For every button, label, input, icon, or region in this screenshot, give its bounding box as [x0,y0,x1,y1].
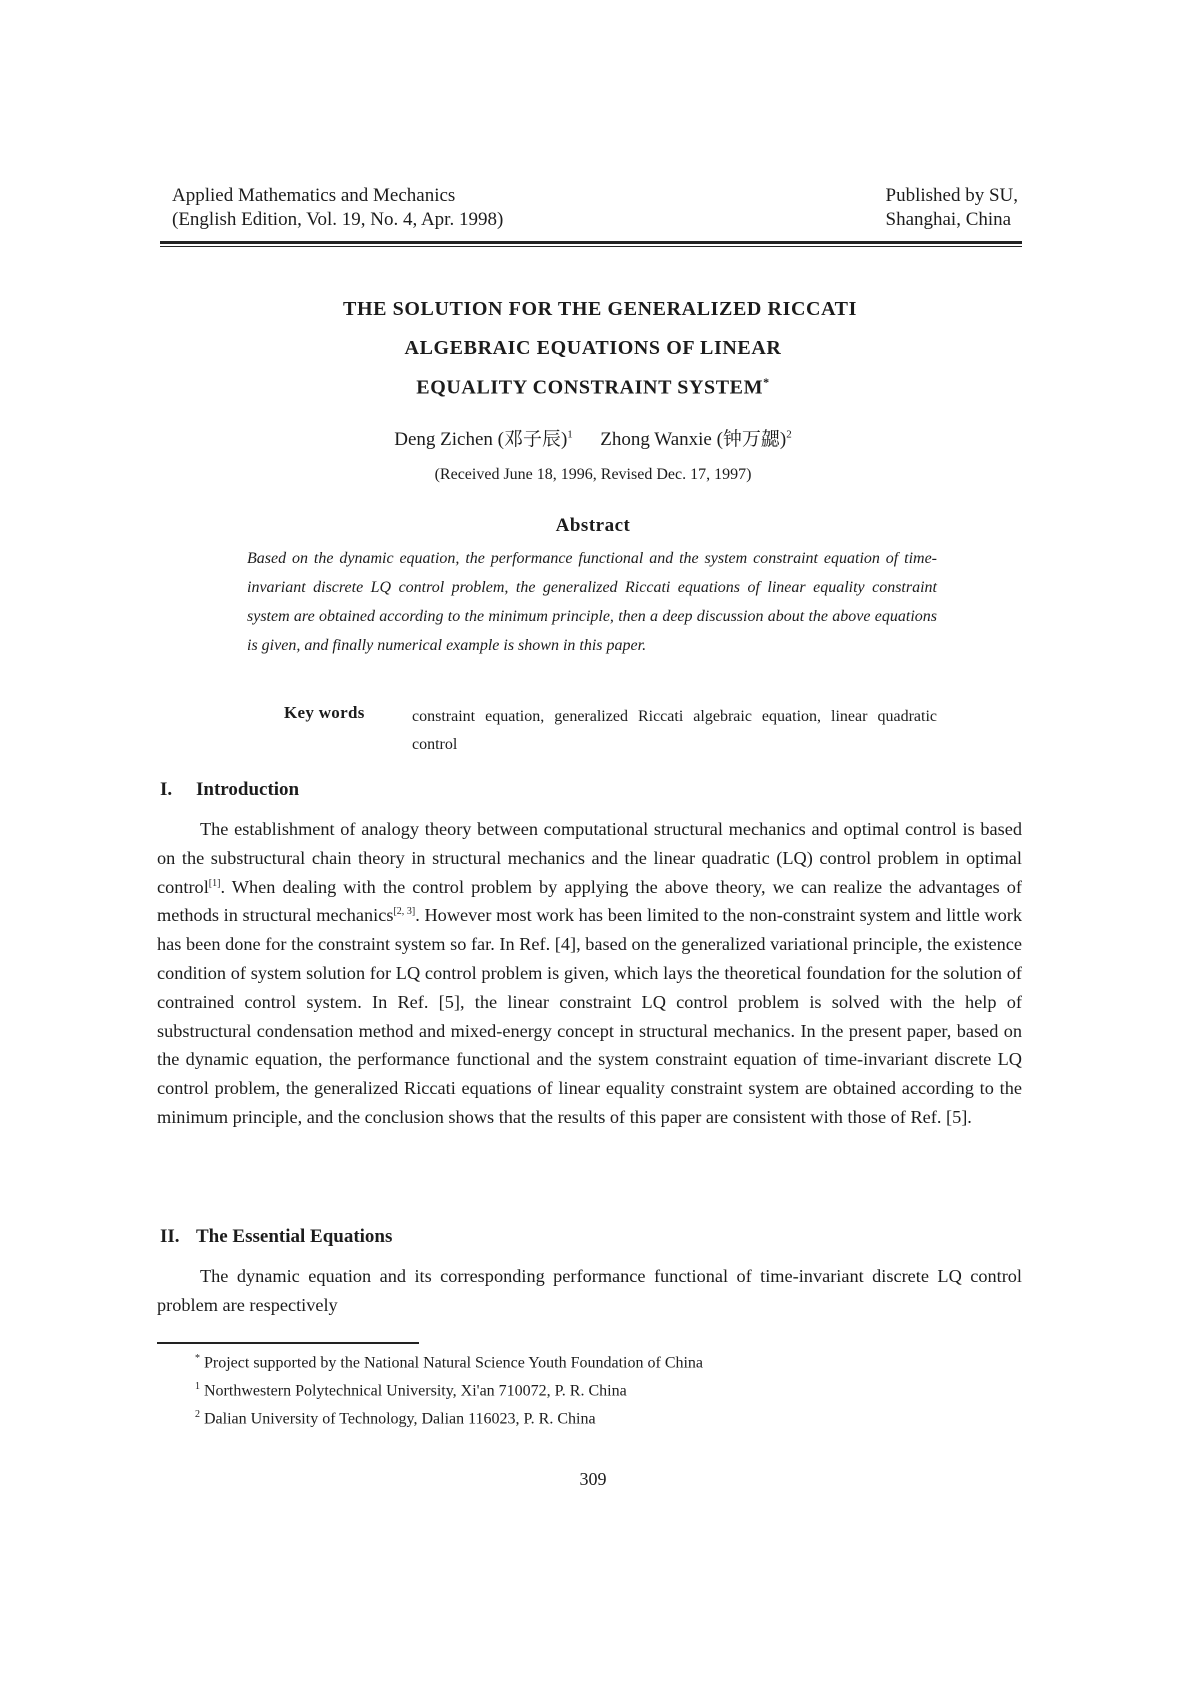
section-title: Introduction [196,779,300,800]
journal-edition: (English Edition, Vol. 19, No. 4, Apr. 1998) [172,209,504,230]
introduction-paragraph [157,815,1022,1132]
section-title: The Essential Equations [196,1226,393,1247]
essential-equations-paragraph: The dynamic equation and its corresponding performance functional of time-invariant discrete LQ control problem are respectively [157,1266,1022,1315]
citation-ref: [2, 3] [393,906,416,918]
title-line-1: THE SOLUTION FOR THE GENERALIZED RICCATI [343,298,857,320]
keywords-text: constraint equation, generalized Riccati algebraic equation, linear quadratic control [412,708,937,753]
intro-text-b: . When dealing with the control problem by applying the above theory, we can realize the advantages of methods in structural mechanics [157,876,1022,926]
author-1: Deng Zichen (邓子辰) [394,429,568,450]
section-number: I. [160,779,173,800]
abstract-heading: Abstract [555,515,631,536]
footnote-text: Project supported by the National Natural Science Youth Foundation of China [204,1354,704,1372]
title-line-3 [0,375,1186,400]
intro-text-c: . However most work has been limited to the non-constraint system and little work has been done for the constraint system so far. In Ref. [4], based on the generalized variational principle, the existence condition of system solution for LQ control problem is given, which lays the theoretical foundation for the solution of contrained control system. In Ref. [5], the linear constraint LQ control problem is solved with the help of substructural condensation method and mixed-energy concept in structural mechanics. In the present paper, based on the dynamic equation, the performance functional and the system constraint equation of time-invariant discrete LQ control problem, the generalized Riccati equations of linear equality constraint system are obtained according to the minimum principle, and the conclusion shows that the results of this paper are consistent with those of Ref. [5]. [157,905,1022,1127]
footnote-funding [195,1353,703,1372]
header-rule-thick [160,241,1022,244]
footnote-text: Dalian University of Technology, Dalian 116023, P. R. China [204,1410,596,1428]
title-line-3-text: EQUALITY CONSTRAINT SYSTEM [416,376,764,399]
publisher-location: Shanghai, China [885,209,1012,230]
footnote-mark: * [195,1353,200,1364]
publisher-name: Published by SU, [885,185,1018,206]
journal-header [172,184,503,232]
author-2: Zhong Wanxie (钟万勰) [600,429,787,450]
title-footnote-mark: * [763,375,770,389]
footnote-mark: 2 [195,1409,200,1420]
abstract-text: Based on the dynamic equation, the performance functional and the system constraint equation of time-invariant discrete LQ control problem, the generalized Riccati equations of linear equality constraint system are obtained according to the minimum principle, then a deep discussion about the above equations is given, and finally numerical example is shown in this paper. [247,550,937,654]
author-1-affiliation: 1 [567,428,573,441]
page-number: 309 [579,1469,607,1489]
section-heading-essential-equations [160,1226,392,1248]
footnote-mark: 1 [195,1381,200,1392]
footnote-text: Northwestern Polytechnical University, Xi'an 710072, P. R. China [204,1382,627,1400]
footnote-rule [157,1342,419,1344]
title-line-2: ALGEBRAIC EQUATIONS OF LINEAR [404,337,782,359]
citation-ref: [1] [208,877,221,889]
section-heading-introduction [160,779,299,801]
keywords-label: Key words [284,703,365,722]
author-line [0,424,1186,451]
journal-name: Applied Mathematics and Mechanics [172,185,456,206]
author-2-affiliation: 2 [786,428,792,441]
section-number: II. [160,1226,180,1247]
publisher-header [886,184,1019,232]
header-rule-thin [160,246,1022,247]
footnote-affiliation-1 [195,1381,627,1400]
received-dates: (Received June 18, 1996, Revised Dec. 17, 1997) [434,466,752,483]
intro-text-a: The establishment of analogy theory between computational structural mechanics and optimal control is based on the substructural chain theory in structural mechanics and the linear quadratic (LQ) control problem in optimal control [157,819,1022,897]
footnote-affiliation-2 [195,1409,596,1428]
